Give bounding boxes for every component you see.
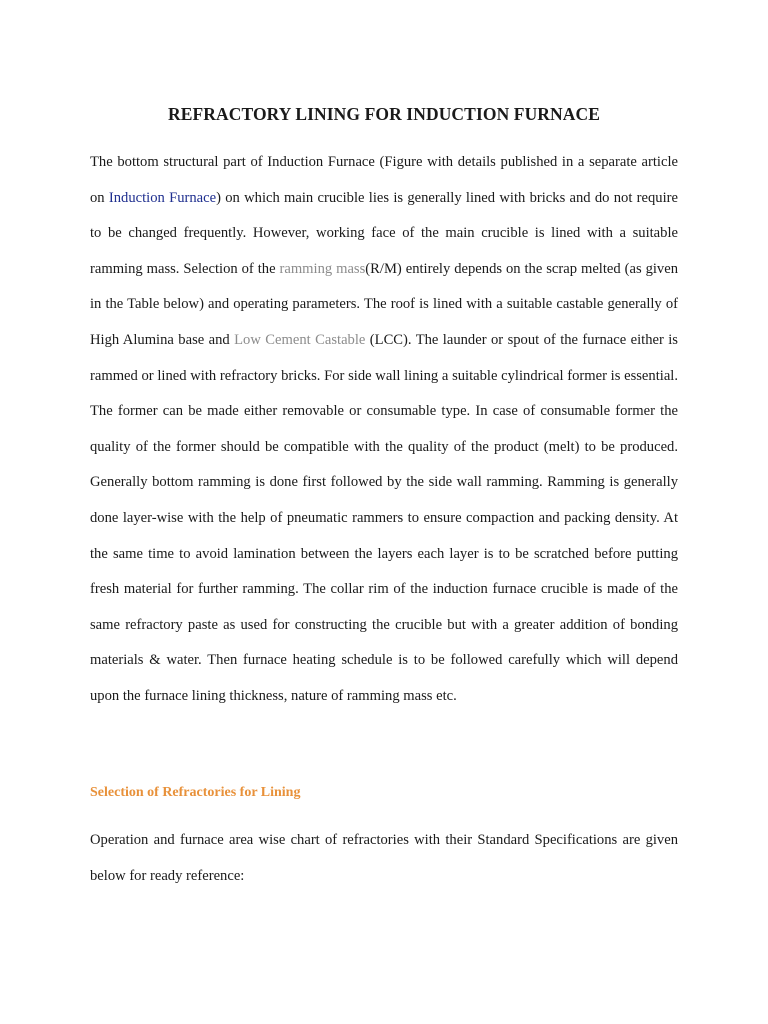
low-cement-castable-link[interactable]: Low Cement Castable (234, 331, 366, 348)
paragraph-text-2: ) on which main crucible lies is generally lined with bricks and do not require to be changed frequently. However, working face of the main crucible is lined with a suitable ramming mass. Selection of the (90, 189, 678, 277)
ramming-mass-link[interactable]: ramming mass (279, 260, 366, 277)
intro-paragraph (90, 145, 678, 715)
paragraph-text-3: (R/M) entirely depends on the scrap melted (as given in the Table below) and operating parameters. The roof is lined with a suitable castable generally of High Alumina base and (90, 260, 678, 348)
paragraph-text-4: (LCC). The launder or spout of the furnace either is rammed or lined with refractory bricks. For side wall lining a suitable cylindrical former is essential. The former can be made either removable or consumable type. In case of consumable former the quality of the former should be compatible with the quality of the product (melt) to be produced. Generally bottom ramming is done first followed by the side wall ramming. Ramming is generally done layer-wise with the help of pneumatic rammers to ensure compaction and packing density. At the same time to avoid lamination between the layers each layer is to be scratched before putting fresh material for further ramming. The collar rim of the induction furnace crucible is made of the same refractory paste as used for constructing the crucible but with a greater addition of bonding materials & water. Then furnace heating schedule is to be followed carefully which will depend upon the furnace lining thickness, nature of ramming mass etc. (90, 331, 678, 704)
document-title: REFRACTORY LINING FOR INDUCTION FURNACE (167, 104, 601, 124)
section-heading: Selection of Refractories for Lining (90, 785, 301, 800)
paragraph-text-1: The bottom structural part of Induction Furnace (Figure with details published in a separate article on (90, 154, 678, 206)
closing-paragraph: Operation and furnace area wise chart of refractories with their Standard Specifications are given below for ready reference: (90, 832, 678, 884)
induction-furnace-link[interactable]: Induction Furnace (108, 189, 217, 206)
